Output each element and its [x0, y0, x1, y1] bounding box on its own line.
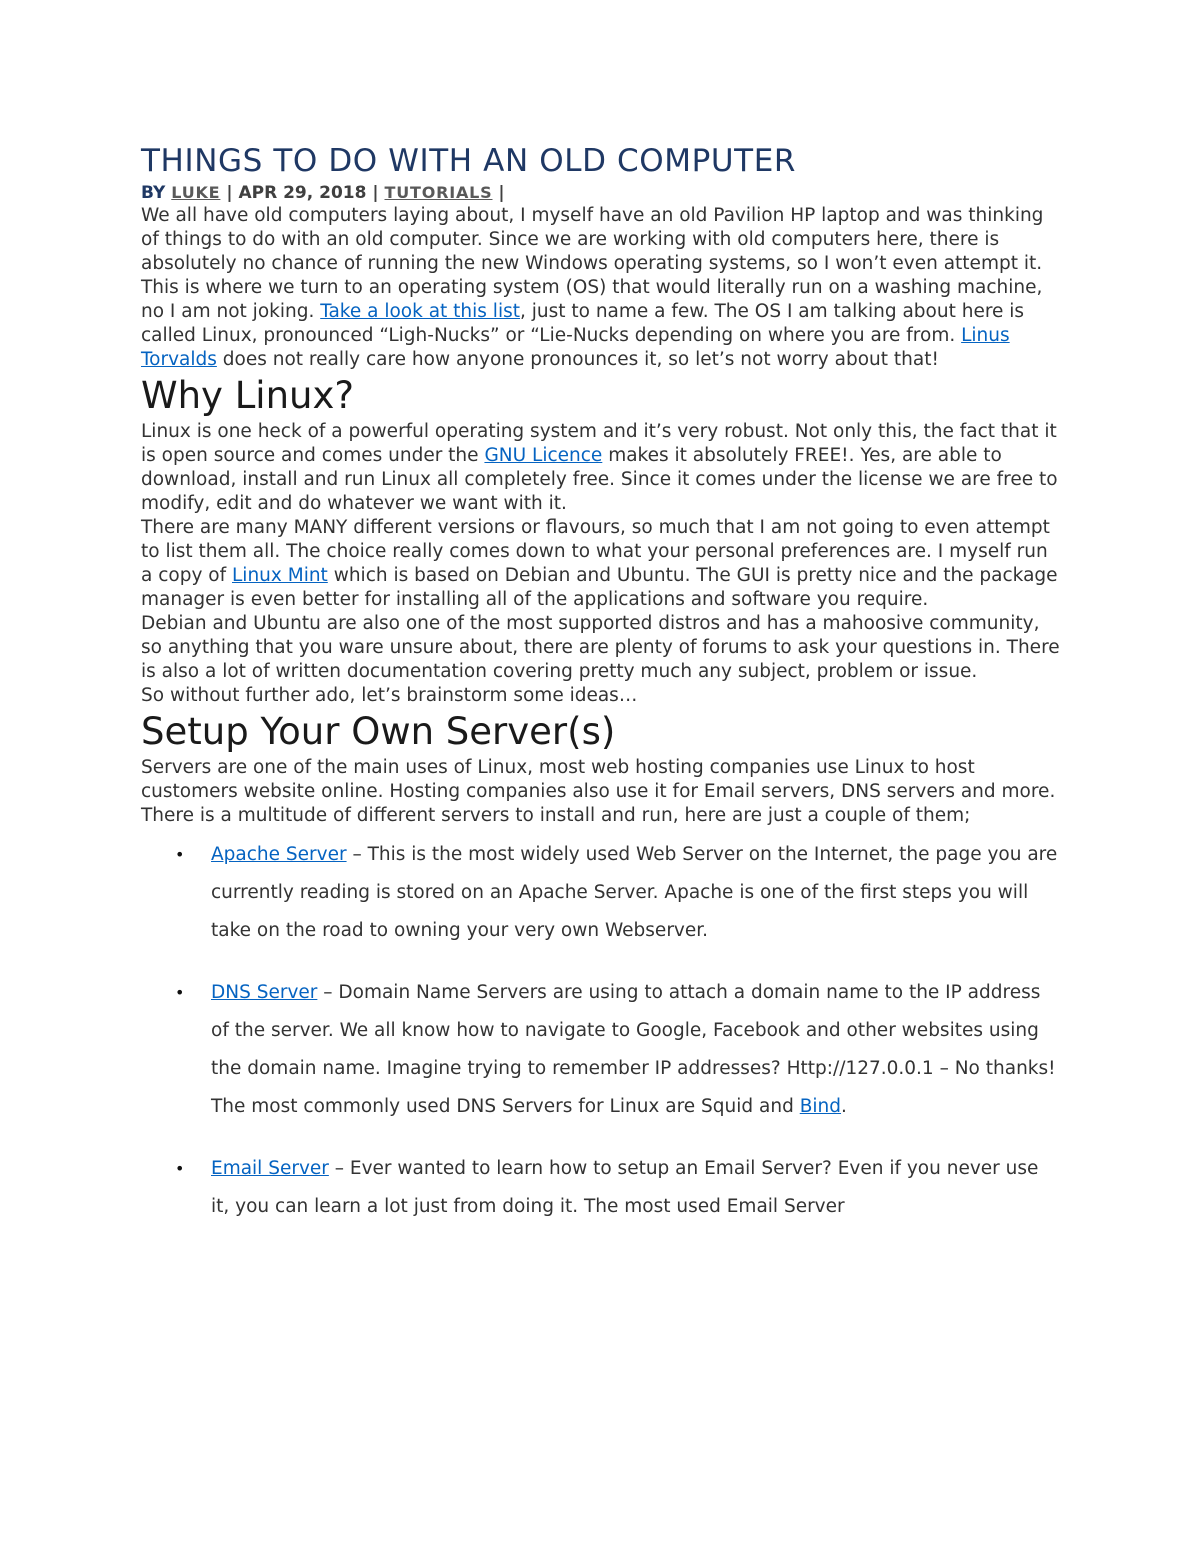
bullet-icon: • [175, 845, 185, 864]
article-meta [141, 182, 1061, 204]
dns-server-link[interactable]: DNS Server [211, 982, 318, 1003]
bullet-icon: • [175, 1159, 185, 1178]
text-run: There are many MANY different versions or flavours, so much that I am not going to even attempt to list them all. The choice really comes down to what your personal preferences are. I myself run a copy of [141, 517, 1050, 586]
list-item [141, 836, 1061, 950]
list-item [141, 1150, 1061, 1226]
server-list [141, 836, 1061, 1226]
meta-by: BY [141, 183, 166, 203]
linux-mint-link[interactable]: Linux Mint [232, 565, 328, 586]
author-link[interactable]: LUKE [171, 183, 221, 202]
bullet-icon: • [175, 983, 185, 1002]
text-run: . [841, 1096, 847, 1117]
category-link[interactable]: TUTORIALS [384, 183, 493, 202]
post-date: APR 29, 2018 [238, 183, 367, 203]
meta-separator: | [492, 183, 505, 203]
list-item [141, 974, 1061, 1126]
text-run: which is based on Debian and Ubuntu. The GUI is pretty nice and the package manager is even better for installing all of the applications and software you require. [141, 565, 1058, 610]
take-a-look-link[interactable]: Take a look at this list [320, 301, 520, 322]
apache-server-link[interactable]: Apache Server [211, 844, 347, 865]
why-linux-heading: Why Linux? [141, 374, 355, 417]
text-run: Linux is one heck of a powerful operating system and it’s very robust. Not only this, the fact that it is open source and comes under the [141, 421, 1057, 466]
email-server-link[interactable]: Email Server [211, 1158, 329, 1179]
why-paragraph-1 [141, 420, 1061, 516]
text-run: does not really care how anyone pronounces it, so let’s not worry about that! [216, 349, 939, 370]
meta-separator: | [366, 183, 385, 203]
why-paragraph-3: Debian and Ubuntu are also one of the most supported distros and has a mahoosive community, so anything that you ware unsure about, there are plenty of forums to ask your questions in. There is also a lot of written documentation covering pretty much any subject, problem or issue. [141, 613, 1060, 682]
text-run: – This is the most widely used Web Server on the Internet, the page you are currently reading is stored on an Apache Server. Apache is one of the first steps you will take on the road to owning your very own Webserver. [211, 844, 1058, 941]
document-page [141, 140, 1061, 1250]
text-run: – Ever wanted to learn how to setup an Email Server? Even if you never use it, you can learn a lot just from doing it. The most used Email Server [211, 1158, 1039, 1217]
text-run: makes it absolutely FREE!. Yes, are able to download, install and run Linux all completely free. Since it comes under the license we are free to modify, edit and do whatever we want with it. [141, 445, 1058, 514]
meta-separator: | [220, 183, 239, 203]
why-paragraph-4: So without further ado, let’s brainstorm some ideas… [141, 685, 638, 706]
text-run: – Domain Name Servers are using to attach a domain name to the IP address of the server. We all know how to navigate to Google, Facebook and other websites using the domain name. Imagine trying to remember IP addresses? Http://127.0.0.1 – No thanks! The most commonly used DNS Servers for Linux are Squid and [211, 982, 1056, 1117]
intro-paragraph-2 [141, 276, 1061, 372]
text-run: This is where we turn to an operating system (OS) that would literally run on a washing machine, no I am not joking. [141, 277, 1043, 322]
linus-torvalds-link[interactable]: Linus Torvalds [141, 325, 1010, 370]
servers-intro-paragraph: Servers are one of the main uses of Linux, most web hosting companies use Linux to host customers website online. Hosting companies also use it for Email servers, DNS servers and more. There is a multitude of different servers to install and run, here are just a couple of them; [141, 757, 1056, 826]
gnu-licence-link[interactable]: GNU Licence [484, 445, 603, 466]
bind-link[interactable]: Bind [799, 1096, 842, 1117]
intro-paragraph-1: We all have old computers laying about, I myself have an old Pavilion HP laptop and was thinking of things to do with an old computer. Since we are working with old computers here, there is absolutely no chance of running the new Windows operating systems, so I won’t even attempt it. [141, 205, 1044, 274]
why-paragraph-2 [141, 516, 1061, 612]
article-title: THINGS TO DO WITH AN OLD COMPUTER [141, 143, 797, 179]
text-run: , just to name a few. The OS I am talking about here is called Linux, pronounced “Ligh-Nucks” or “Lie-Nucks depending on where you are from. [141, 301, 1025, 346]
servers-heading: Setup Your Own Server(s) [141, 710, 616, 753]
